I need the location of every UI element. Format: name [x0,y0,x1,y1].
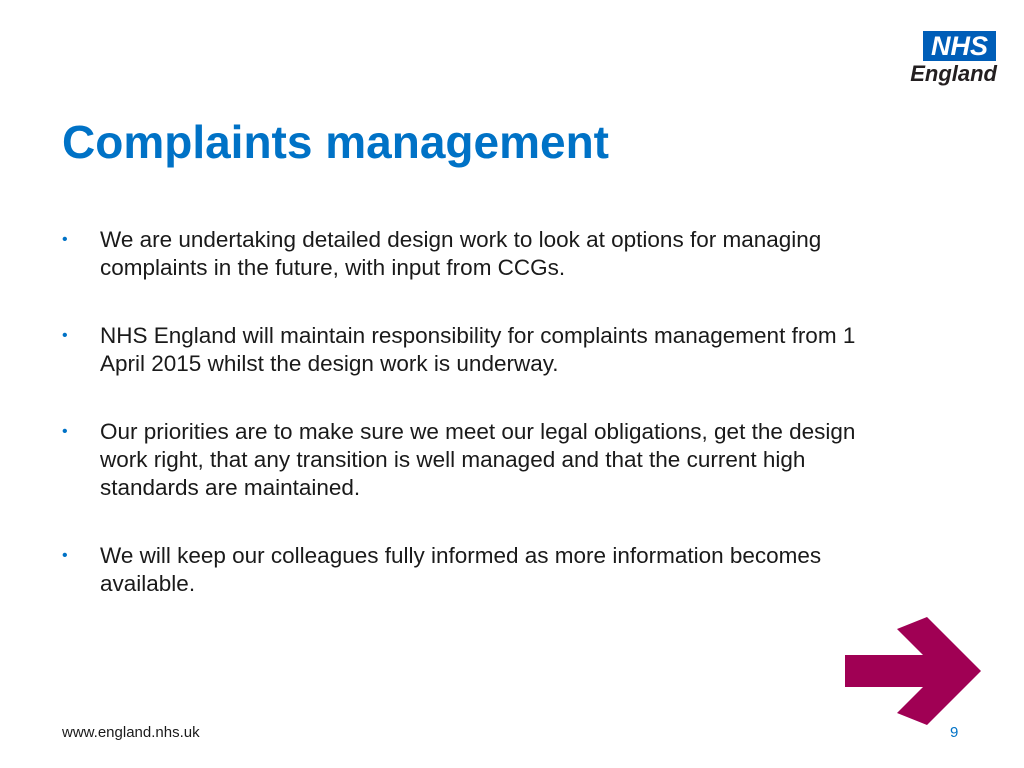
nhs-logo-box [923,31,996,61]
bullet-marker: • [62,231,68,248]
bullet-item [62,322,902,378]
bullet-marker: • [62,327,68,344]
bullet-marker: • [62,423,68,440]
bullet-item [62,542,902,598]
nhs-logo-text: NHS [930,31,988,61]
slide-title: Complaints management [62,116,609,168]
bullet-text: Our priorities are to make sure we meet our legal obligations, get the design work right, that any transition is well managed and that the current high standards are maintained. [100,419,856,500]
page-number: 9 [950,724,959,741]
footer-url: www.england.nhs.uk [62,724,200,741]
right-arrow-icon[interactable] [843,617,983,727]
bullet-text: We will keep our colleagues fully informed as more information becomes available. [100,543,822,596]
bullet-text: We are undertaking detailed design work to look at options for managing complaints in the future, with input from CCGs. [100,227,822,280]
nhs-england-logo [903,31,997,87]
england-logo-text: England [910,61,997,86]
bullet-marker: • [62,547,68,564]
bullet-text: NHS England will maintain responsibility for complaints management from 1 April 2015 whilst the design work is underway. [100,323,856,376]
bullet-item [62,226,902,282]
bullet-list [62,226,902,598]
bullet-item [62,418,902,502]
